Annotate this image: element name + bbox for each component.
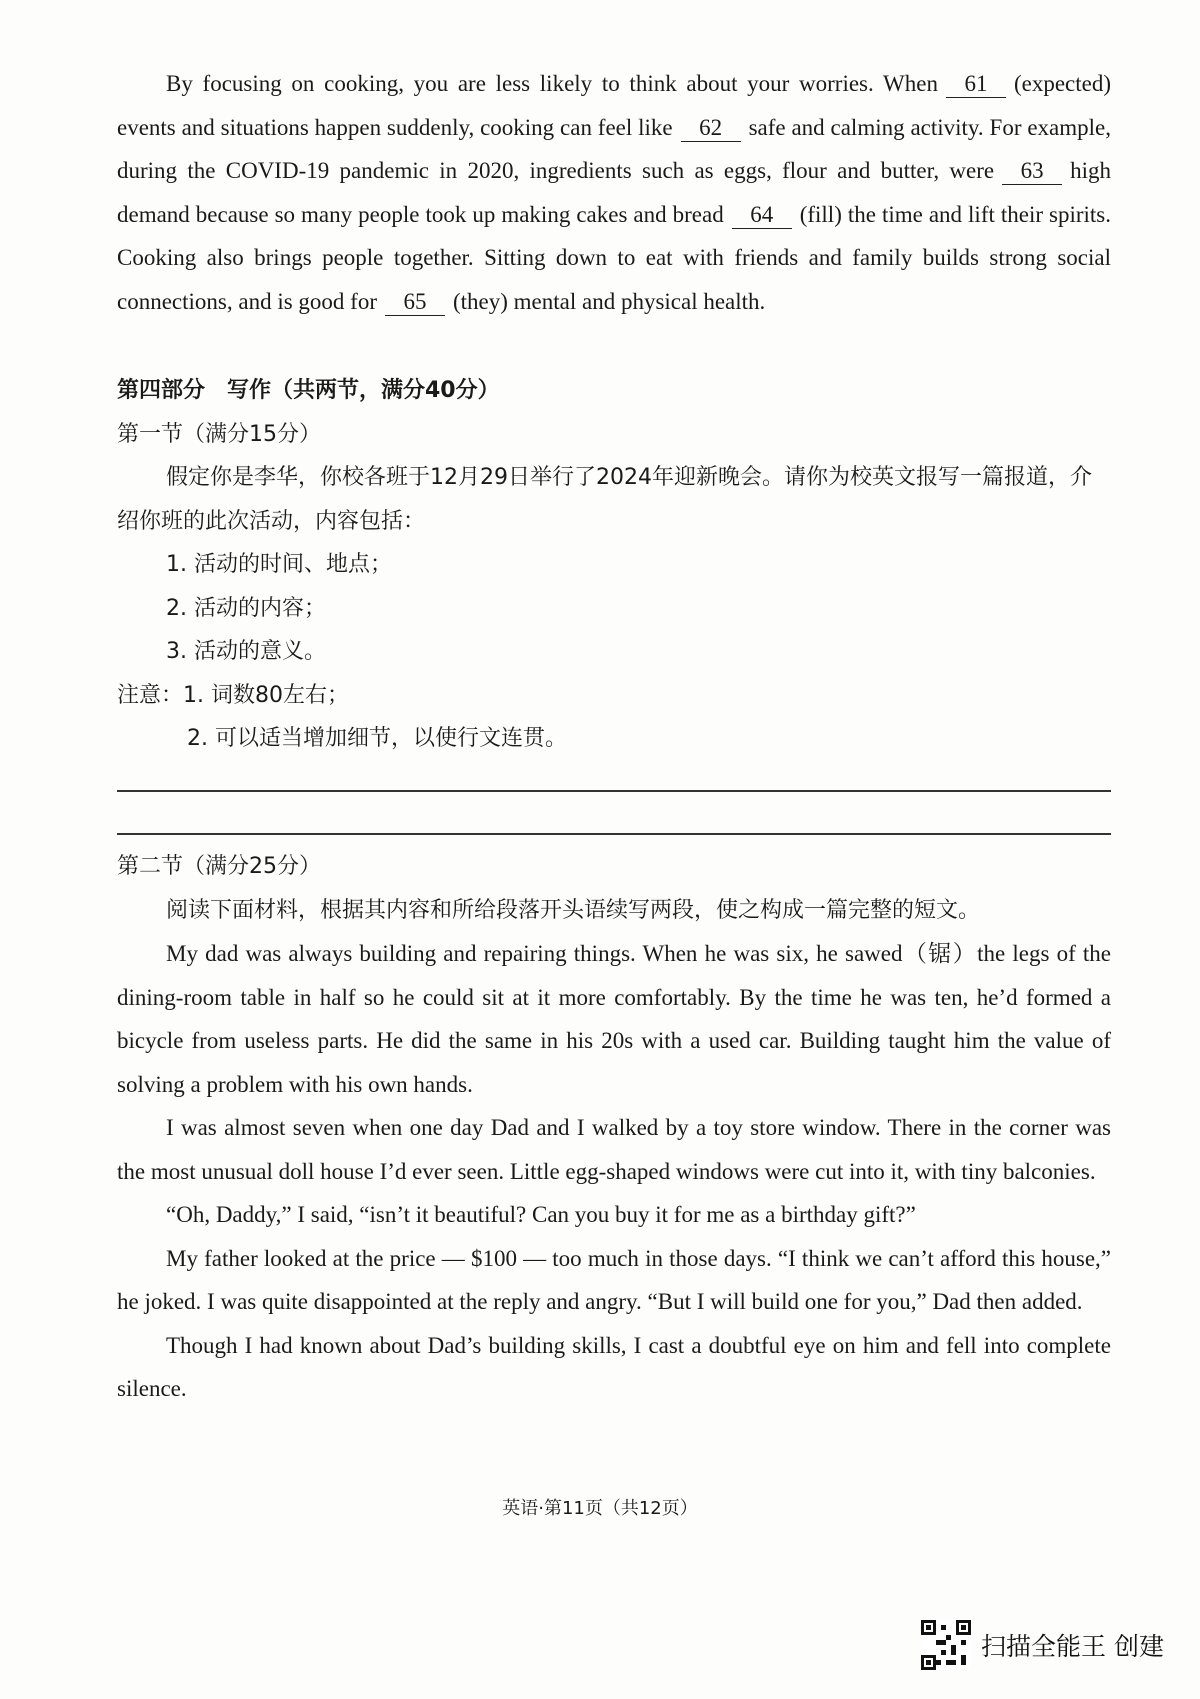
- continuation-section: [117, 845, 1111, 1411]
- section2-prompt: 阅读下面材料，根据其内容和所给段落开头语续写两段，使之构成一篇完整的短文。: [166, 897, 981, 923]
- qr-code-icon: [921, 1620, 971, 1670]
- note-label: 注意：: [117, 682, 184, 708]
- page-footer: 英语·第11页（共12页）: [502, 1498, 698, 1519]
- story-paragraph: My father looked at the price — $100 — too much in those days. “I think we can’t afford this house,” he joked. I was quite disappointed at the reply and angry. “But I will build one for you,” Dad then added.: [117, 1245, 1111, 1314]
- note-item: 1. 词数80左右；: [183, 682, 349, 708]
- story-paragraph: Though I had known about Dad’s building skills, I cast a doubtful eye on him and fell into complete silence.: [117, 1332, 1111, 1401]
- section1-prompt: 假定你是李华，你校各班于12月29日举行了2024年迎新晚会。请你为校英文报写一篇报道，介绍你班的此次活动，内容包括：: [117, 465, 1092, 534]
- story-paragraph: I was almost seven when one day Dad and I walked by a toy store window. There in the corner was the most unusual doll house I’d ever seen. Little egg-shaped windows were cut into it, with tiny balconies.: [117, 1115, 1111, 1184]
- passage-paragraph: [117, 62, 1111, 323]
- passage-text-c: safe and calming activity. For example, during the COVID-19 pandemic in 2020, ingredients such as eggs, flour and butter, were: [117, 114, 1111, 183]
- passage-text-b: (expected) events and situations happen suddenly, cooking can feel like: [117, 71, 1111, 140]
- blank-61: 61: [946, 71, 1006, 98]
- requirement-item: 1. 活动的时间、地点；: [166, 552, 392, 577]
- part4-title: 第四部分 写作（共两节，满分40分）: [117, 378, 500, 403]
- passage-text-e: (fill) the time and lift their spirits. Cooking also brings people together. Sitting down to eat with friends and family builds strong social connections, and is good for: [117, 201, 1111, 314]
- blank-62: 62: [681, 115, 741, 142]
- note-item: 2. 可以适当增加细节，以使行文连贯。: [187, 726, 567, 751]
- section2-title: 第二节（满分25分）: [117, 854, 321, 879]
- blank-65: 65: [385, 289, 445, 316]
- passage-text-a: By focusing on cooking, you are less likely to think about your worries. When: [166, 71, 938, 96]
- passage-text-f: (they) mental and physical health.: [452, 288, 766, 314]
- section1-title: 第一节（满分15分）: [117, 421, 321, 447]
- answer-line: [117, 790, 1111, 792]
- story-paragraph: My dad was always building and repairing things. When he was six, he sawed（锯）the legs of the dining-room table in half so he could sit at it more comfortably. By the time he was ten, he’d formed a bicycle from useless parts. He did the same in his 20s with a used car. Building taught him the value of solving a problem with his own hands.: [117, 941, 1111, 1097]
- blank-63: 63: [1002, 158, 1062, 185]
- requirement-item: 3. 活动的意义。: [166, 639, 326, 664]
- blank-64: 64: [732, 202, 792, 229]
- passage-text-d: high demand because so many people took up making cakes and bread: [117, 158, 1111, 227]
- answer-line: [117, 833, 1111, 835]
- writing-section: [117, 369, 1111, 761]
- grammar-passage: [117, 62, 1111, 323]
- scanner-watermark: [921, 1620, 1164, 1670]
- note-line: [117, 674, 1111, 718]
- story-paragraph: “Oh, Daddy,” I said, “isn’t it beautiful? Can you buy it for me as a birthday gift?”: [166, 1202, 916, 1227]
- watermark-text: 扫描全能王 创建: [981, 1632, 1164, 1661]
- requirement-item: 2. 活动的内容；: [166, 595, 326, 621]
